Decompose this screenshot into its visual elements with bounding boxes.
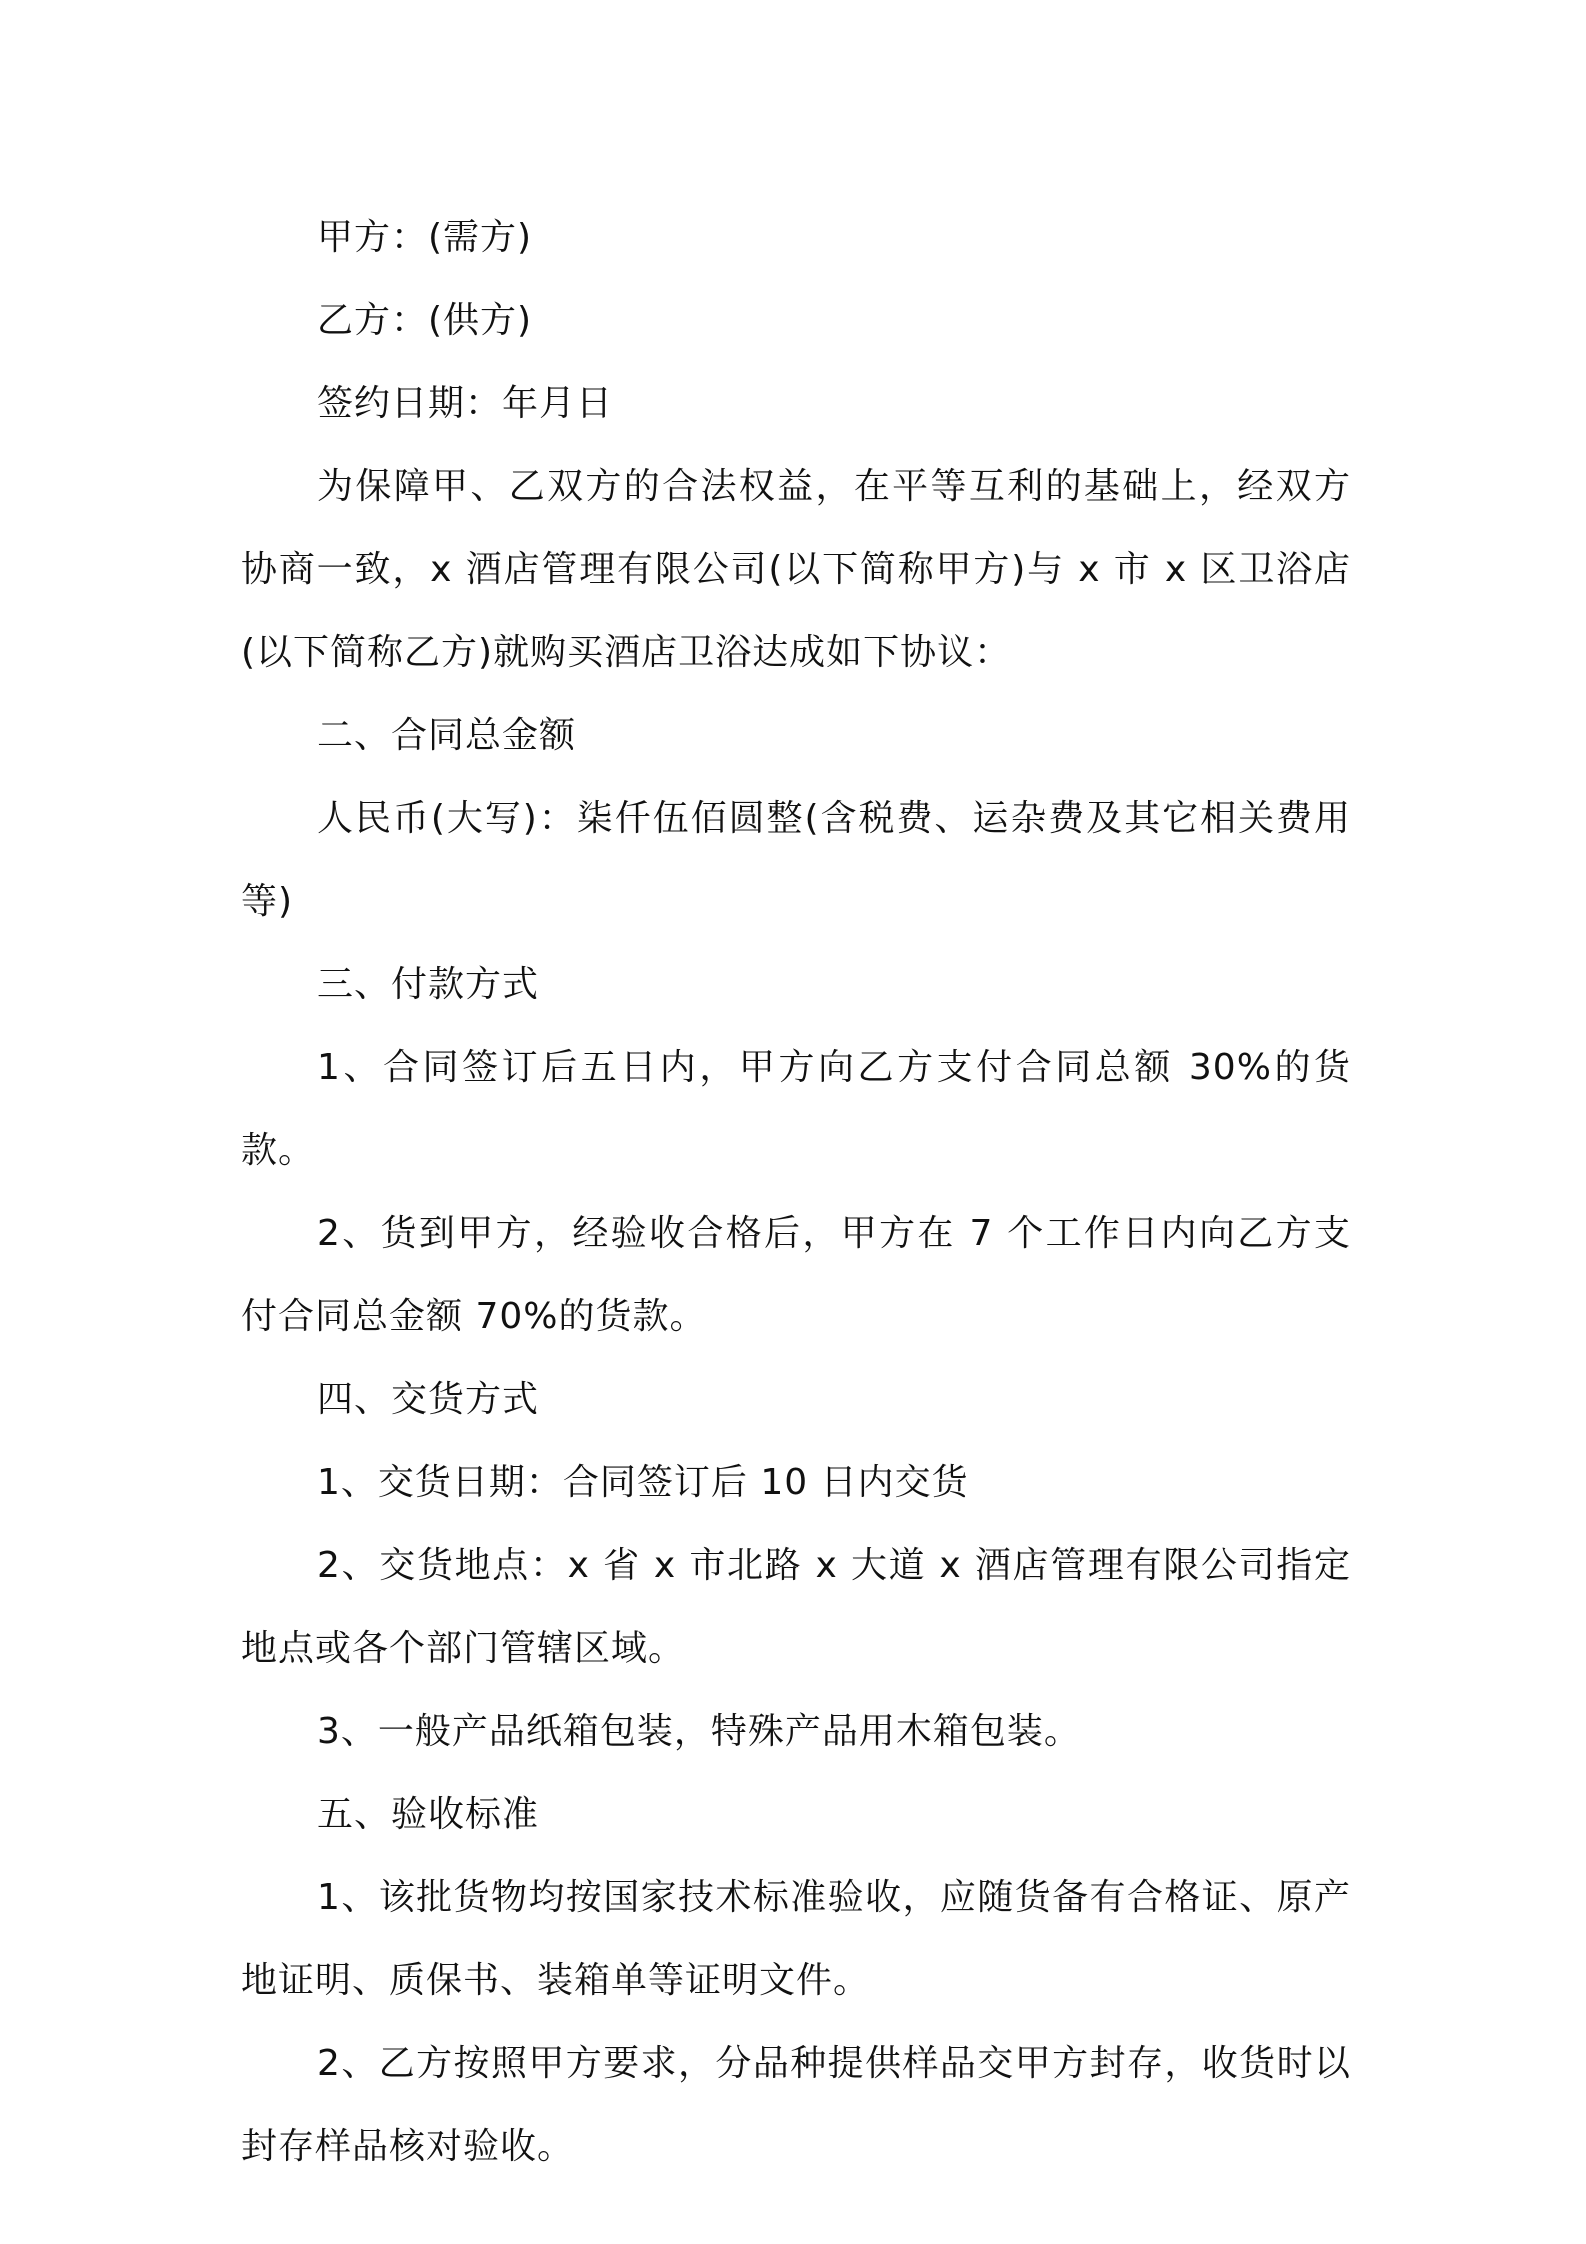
section-heading-delivery: 四、交货方式 [317, 1379, 540, 1420]
document-body [241, 196, 1351, 2188]
signing-date-line: 签约日期：年月日 [317, 383, 614, 424]
section-heading-acceptance: 五、验收标准 [317, 1794, 540, 1835]
payment-clause-1: 1、合同签订后五日内，甲方向乙方支付合同总额 30%的货款。 [241, 1047, 1351, 1171]
preamble-paragraph: 为保障甲、乙双方的合法权益，在平等互利的基础上，经双方协商一致，x 酒店管理有限公司(以下简称甲方)与 x 市 x 区卫浴店(以下简称乙方)就购买酒店卫浴达成如下协议： [241, 466, 1351, 673]
delivery-clause-2: 2、交货地点：x 省 x 市北路 x 大道 x 酒店管理有限公司指定地点或各个部门管辖区域。 [241, 1545, 1351, 1669]
acceptance-clause-2: 2、乙方按照甲方要求，分品种提供样品交甲方封存，收货时以封存样品核对验收。 [241, 2043, 1351, 2167]
section-heading-payment: 三、付款方式 [317, 964, 540, 1005]
acceptance-clause-1: 1、该批货物均按国家技术标准验收，应随货备有合格证、原产地证明、质保书、装箱单等证明文件。 [241, 1877, 1351, 2001]
delivery-clause-3: 3、一般产品纸箱包装，特殊产品用木箱包装。 [317, 1711, 1081, 1752]
total-amount-paragraph: 人民币(大写)：柒仟伍佰圆整(含税费、运杂费及其它相关费用等) [241, 798, 1351, 922]
delivery-clause-1: 1、交货日期：合同签订后 10 日内交货 [317, 1462, 969, 1503]
payment-clause-2: 2、货到甲方，经验收合格后，甲方在 7 个工作日内向乙方支付合同总金额 70%的货款。 [241, 1213, 1351, 1337]
party-a-line: 甲方：(需方) [317, 217, 533, 258]
party-b-line: 乙方：(供方) [317, 300, 533, 341]
section-heading-total-amount: 二、合同总金额 [317, 715, 577, 756]
